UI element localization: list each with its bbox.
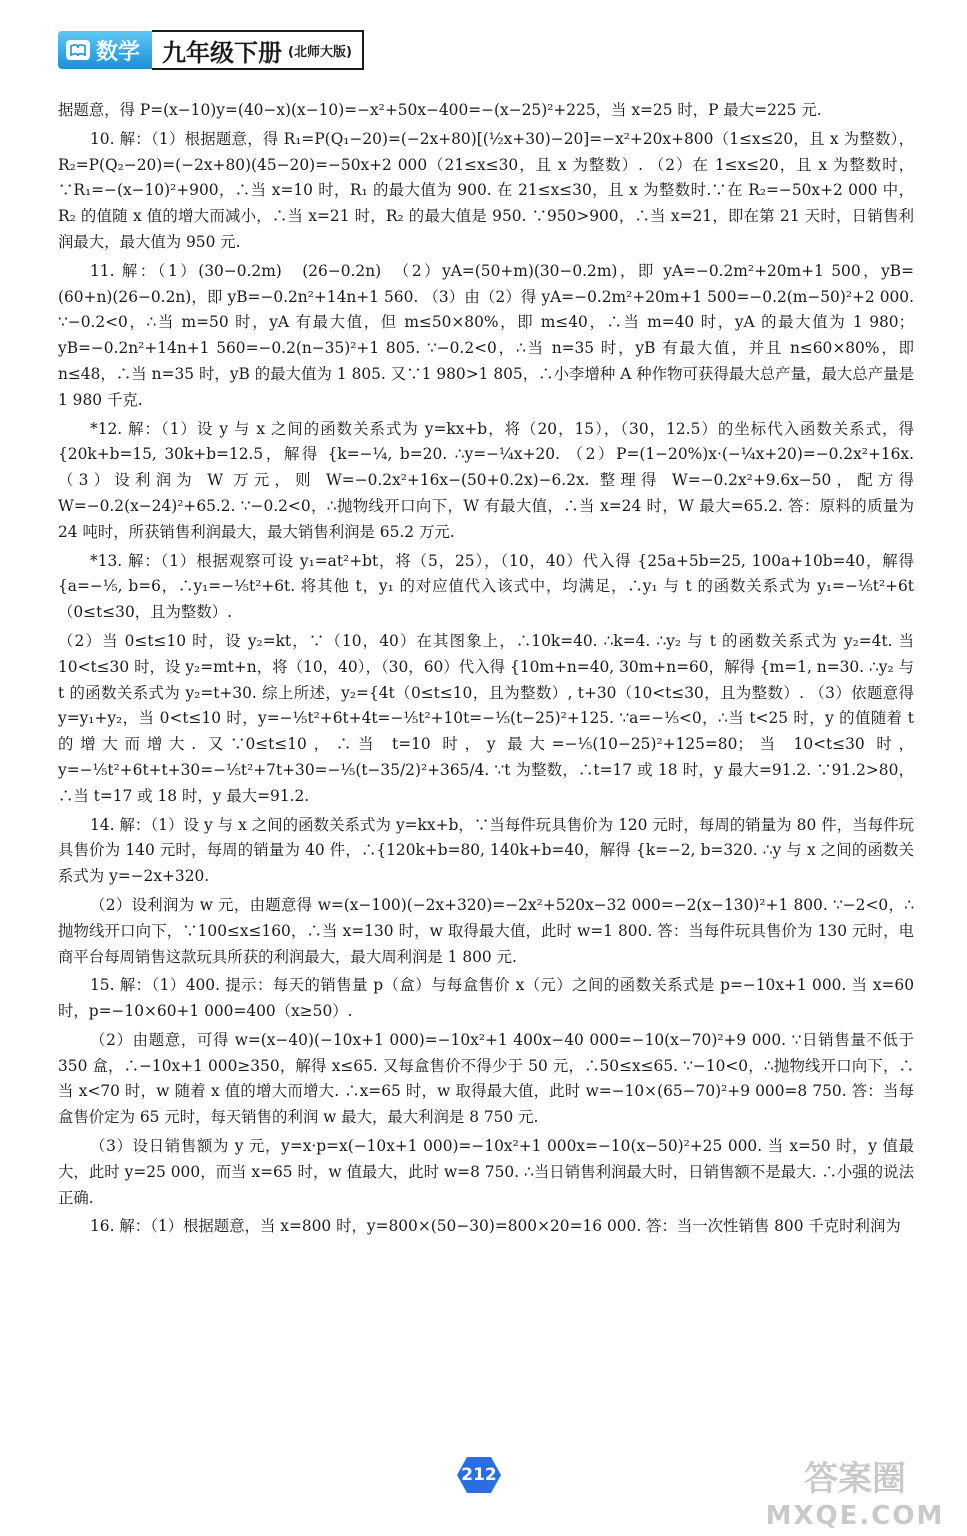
page-number: 212 [461,1465,497,1485]
header-title-box [152,30,364,70]
paragraph: （2）设利润为 w 元，由题意得 w=(x−100)(−2x+320)=−2x²+520x−32 000=−2(x−130)²+1 800. ∵−2<0，∴抛物线开口向下，∵100≤x≤160，∴当 x=130 时，w 取得最大值，此时 w=1 800. 答：当每件玩具售价为 130 元时，电商平台每周销售这款玩具所获的利润最大，最大周利润是 1 800 元. [58,895,914,966]
edition-label: (北师大版) [288,44,352,60]
book-icon [66,40,90,60]
paragraph: 14. 解：（1）设 y 与 x 之间的函数关系式为 y=kx+b，∵当每件玩具售价为 120 元时，每周的销量为 80 件，当每件玩具售价为 140 元时，每周的销量为 40 件，∴{120k+b=80, 140k+b=40，解得 {k=−2, b=320. ∴y 与 x 之间的函数关系式为 y=−2x+320. [58,815,914,886]
subject-label: 数学 [96,39,141,65]
grade-title: 九年级下册 [162,38,283,67]
page-header [58,30,364,70]
paragraph: *12. 解：（1）设 y 与 x 之间的函数关系式为 y=kx+b，将（20，15），（30，12.5）的坐标代入函数关系式，得 {20k+b=15, 30k+b=12.5，解得 {k=−¼, b=20. ∴y=−¼x+20. （2）P=(1−20%)x·(−¼x+20)=−0.2x²+16x. （3）设利润为 W 万元，则 W=−0.2x²+16x−(50+0.2x)−6.2x. 整理得 W=−0.2x²+9.6x−50，配方得 W=−0.2(x−24)²+65.2. ∵−0.2<0，∴抛物线开口向下，W 有最大值，∴当 x=24 时，W 最大=65.2. 答：原料的质量为 24 吨时，所获销售利润最大，最大销售利润是 65.2 万元. [58,419,914,541]
paragraph: （3）设日销售额为 y 元，y=x·p=x(−10x+1 000)=−10x²+1 000x=−10(x−50)²+25 000. 当 x=50 时，y 值最大，此时 y=25 000，而当 x=65 时，w 值最大，此时 w=8 750. ∴当日销售利润最大时，日销售额不是最大. ∴小强的说法正确. [58,1137,914,1207]
paragraph: 据题意，得 P=(x−10)y=(40−x)(x−10)=−x²+50x−400=−(x−25)²+225，当 x=25 时，P 最大=225 元. [58,101,822,119]
watermark-logo [755,1454,955,1530]
answer-content [58,98,914,1243]
svg-text:答案圈: 答案圈 [804,1459,906,1499]
paragraph: 11. 解：（1）(30−0.2m) (26−0.2n) （2）yA=(50+m)(30−0.2m)，即 yA=−0.2m²+20m+1 500，yB=(60+n)(26−0.2n)，即 yB=−0.2n²+14n+1 560. （3）由（2）得 yA=−0.2m²+20m+1 500=−0.2(m−50)²+2 000. ∵−0.2<0，∴当 m=50 时，yA 有最大值，但 m≤50×80%，即 m≤40，∴当 m=40 时，yA 的最大值为 1 980；yB=−0.2n²+14n+1 560=−0.2(n−35)²+1 805. ∵−0.2<0，∴当 n=35 时，yB 有最大值，并且 n≤60×80%，即 n≤48，∴当 n=35 时，yB 的最大值为 1 805. 又∵1 980>1 805，∴小李增种 A 种作物可获得最大总产量，最大总产量是 1 980 千克. [58,261,914,409]
paragraph: *13. 解：（1）根据观察可设 y₁=at²+bt，将（5，25），（10，40）代入得 {25a+5b=25, 100a+10b=40，解得 {a=−⅕, b=6，∴y₁=−⅕t²+6t. 将其他 t，y₁ 的对应值代入该式中，均满足，∴y₁ 与 t 的函数关系式为 y₁=−⅕t²+6t（0≤t≤30，且为整数）. [58,551,914,622]
page-number-badge [456,1456,502,1494]
paragraph: 15. 解：（1）400. 提示：每天的销售量 p（盒）与每盒售价 x（元）之间的函数关系式是 p=−10x+1 000. 当 x=60 时，p=−10×60+1 000=400（x≥50）. [58,976,914,1021]
paragraph: 16. 解：（1）根据题意，当 x=800 时，y=800×(50−30)=800×20=16 000. 答：当一次性销售 800 千克时利润为 [90,1217,901,1236]
svg-text:MXQE.COM: MXQE.COM [765,1501,945,1530]
paragraph: （2）当 0≤t≤10 时，设 y₂=kt，∵（10，40）在其图象上，∴10k=40. ∴k=4. ∴y₂ 与 t 的函数关系式为 y₂=4t. 当 10<t≤30 时，设 y₂=mt+n，将（10，40），（30，60）代入得 {10m+n=40, 30m+n=60，解得 {m=1, n=30. ∴y₂ 与 t 的函数关系式为 y₂=t+30. 综上所述，y₂={4t（0≤t≤10，且为整数）, t+30（10<t≤30，且为整数）. （3）依题意得 y=y₁+y₂，当 0<t≤10 时，y=−⅕t²+6t+4t=−⅕t²+10t=−⅕(t−25)²+125. ∵a=−⅕<0，∴当 t<25 时，y 的值随着 t 的增大而增大. 又∵0≤t≤10，∴当 t=10 时，y 最大=−⅕(10−25)²+125=80；当 10<t≤30 时，y=−⅕t²+6t+t+30=−⅕t²+7t+30=−⅕(t−35/2)²+365/4. ∵t 为整数，∴t=17 或 18 时，y 最大=91.2. ∵91.2>80，∴当 t=17 或 18 时，y 最大=91.2. [58,631,914,805]
paragraph: （2）由题意，可得 w=(x−40)(−10x+1 000)=−10x²+1 400x−40 000=−10(x−70)²+9 000. ∵日销售量不低于 350 盒，∴−10x+1 000≥350，解得 x≤65. 又每盒售价不得少于 50 元，∴50≤x≤65. ∵−10<0，∴抛物线开口向下，∴当 x<70 时，w 随着 x 值的增大而增大. ∴x=65 时，w 取得最大值，此时 w=−10×(65−70)²+9 000=8 750. 答：当每盒售价定为 65 元时，每天销售的利润 w 最大，最大利润是 8 750 元. [58,1030,914,1127]
paragraph: 10. 解：（1）根据题意，得 R₁=P(Q₁−20)=(−2x+80)[(½x+30)−20]=−x²+20x+800（1≤x≤20，且 x 为整数），R₂=P(Q₂−20)=(−2x+80)(45−20)=−50x+2 000（21≤x≤30，且 x 为整数）. （2）在 1≤x≤20，且 x 为整数时，∵R₁=−(x−10)²+900，∴当 x=10 时，R₁ 的最大值为 900. 在 21≤x≤30，且 x 为整数时.∵在 R₂=−50x+2 000 中，R₂ 的值随 x 值的增大而减小，∴当 x=21 时，R₂ 的最大值是 950. ∵950>900，∴当 x=21，即在第 21 天时，日销售利润最大，最大值为 950 元. [58,129,914,251]
subject-badge [58,31,152,69]
